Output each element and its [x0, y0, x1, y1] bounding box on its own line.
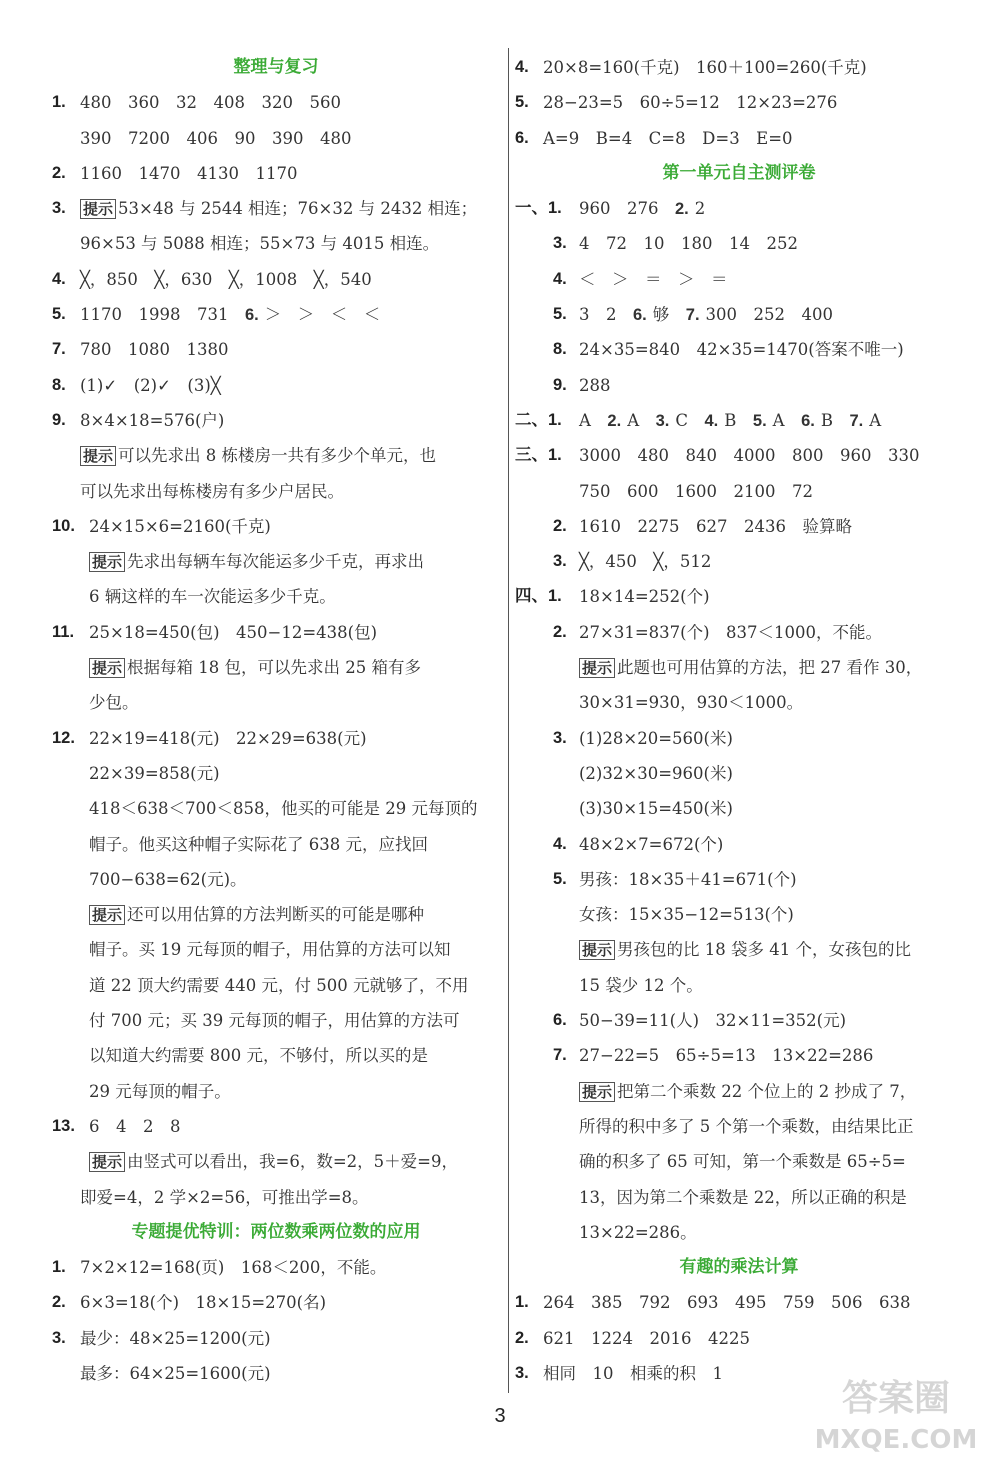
answer-line [52, 438, 500, 473]
answer-content: 可以先求出 8 栋楼房一共有多少个单元，也 [118, 446, 437, 466]
answer-line [515, 791, 963, 826]
answer-text [579, 226, 798, 261]
answer-content: 4 72 10 180 14 252 [579, 234, 798, 254]
answer-line [515, 862, 963, 897]
answer-content: 30×31=930，930＜1000。 [579, 693, 804, 713]
answer-content: 28−23=5 60÷5=12 12×23=276 [543, 93, 838, 113]
answer-content: 3 2 [579, 305, 633, 325]
answer-text [579, 615, 882, 650]
answer-content: 15 袋少 12 个。 [579, 975, 703, 995]
answer-content: 96×53 与 5088 相连；55×73 与 4015 相连。 [80, 234, 440, 254]
answer-text [543, 121, 793, 156]
answer-content: 960 276 [579, 199, 675, 219]
item-number: 5. [553, 869, 567, 888]
answer-text [579, 1003, 846, 1038]
answer-content: 27×31=837(个) 837＜1000，不能。 [579, 622, 882, 642]
answer-line [52, 1180, 500, 1215]
answer-line [52, 297, 500, 332]
item-number: 7. [849, 411, 864, 430]
answer-text [579, 968, 703, 1003]
answer-line [515, 1144, 963, 1179]
answer-text [579, 1144, 906, 1179]
answer-text [80, 121, 351, 156]
right-column [515, 50, 963, 1391]
watermark-title: 答案圈 [841, 1378, 951, 1419]
answer-content: 24×15×6=2160(千克) [89, 516, 271, 536]
answer-text [579, 1038, 873, 1073]
item-number: 3. [52, 1328, 66, 1347]
item-number: 1. [52, 1258, 66, 1277]
hint-label: 提示 [89, 552, 125, 572]
answer-text [89, 650, 421, 686]
item-number: 5. [52, 305, 66, 324]
answer-text [579, 297, 833, 333]
answer-content: 还可以用估算的方法判断买的可能是哪种 [127, 905, 425, 925]
answer-line [515, 1074, 963, 1109]
left-column [52, 50, 500, 1391]
answer-line [52, 615, 500, 650]
answer-text [89, 1109, 181, 1144]
item-number: 13. [52, 1116, 75, 1135]
item-number: 12. [52, 728, 75, 747]
answer-text [579, 791, 733, 826]
answer-text [89, 827, 428, 862]
answer-text [80, 262, 372, 297]
section-heading: 专题提优特训：两位数乘两位数的应用 [131, 1221, 421, 1242]
item-number: 9. [553, 375, 567, 394]
answer-content: 帽子。买 19 元每顶的帽子，用估算的方法可以知 [89, 940, 451, 960]
answer-text [543, 85, 837, 120]
answer-content: 道 22 顶大约需要 440 元，付 500 元就够了，不用 [89, 975, 469, 995]
answer-content: ╳，450 ╳，512 [579, 552, 712, 572]
answer-text [80, 1356, 271, 1391]
item-number: 6. [633, 306, 647, 325]
answer-content: 22×39=858(元) [89, 763, 220, 783]
item-number: 2. [675, 200, 689, 219]
answer-line [52, 1356, 500, 1391]
answer-line [52, 262, 500, 297]
answer-text [89, 897, 424, 933]
answer-content: 所得的积中多了 5 个第一个乘数，由结果比正 [579, 1116, 914, 1136]
answer-text [89, 1038, 428, 1073]
answer-line [52, 1285, 500, 1320]
answer-content: 13，因为第二个乘数是 22，所以正确的积是 [579, 1187, 907, 1207]
answer-content: (2)32×30=960(米) [579, 763, 733, 783]
answer-text [80, 297, 380, 333]
answer-text [579, 1180, 907, 1215]
item-number: 8. [52, 375, 66, 394]
answer-content: 帽子。他买这种帽子实际花了 638 元，应找回 [89, 834, 428, 854]
answer-line [515, 544, 963, 579]
answer-text [89, 544, 424, 580]
answer-line [52, 85, 500, 120]
answer-line [515, 756, 963, 791]
answer-text [579, 897, 794, 932]
answer-line [515, 438, 963, 473]
item-number: 二、1. [515, 410, 562, 429]
answer-line [515, 509, 963, 544]
hint-label: 提示 [89, 1152, 125, 1172]
item-number: 3. [655, 411, 670, 430]
hint-label: 提示 [579, 1082, 615, 1102]
item-number: 2. [52, 163, 66, 182]
answer-content: 24×35=840 42×35=1470(答案不唯一) [579, 340, 904, 360]
answer-content: (1)28×20=560(米) [579, 728, 733, 748]
item-number: 7. [52, 340, 66, 359]
answer-text [80, 403, 224, 438]
answer-content: 1170 1998 731 [80, 305, 245, 325]
answer-content: 48×2×7=672(个) [579, 834, 724, 854]
answer-content: 此题也可用估算的方法，把 27 看作 30， [617, 658, 923, 678]
answer-content: 780 1080 1380 [80, 340, 229, 360]
answer-text [80, 1250, 386, 1285]
answer-line [52, 121, 500, 156]
item-number: 3. [553, 552, 567, 571]
answer-line [52, 1003, 500, 1038]
answer-text [579, 1074, 916, 1110]
answer-text [579, 262, 728, 297]
answer-content: A [772, 410, 802, 430]
answer-content: 6 4 2 8 [89, 1116, 181, 1136]
answer-text [80, 438, 436, 474]
answer-content: (3)30×15=450(米) [579, 799, 733, 819]
answer-content: 7×2×12=168(页) 168＜200，不能。 [80, 1258, 387, 1278]
answer-line [515, 474, 963, 509]
answer-content: 20×8=160(千克) 160＋100=260(千克) [543, 58, 867, 77]
answer-text [579, 332, 904, 367]
answer-content: 6 辆这样的车一次能运多少千克。 [89, 587, 336, 607]
answer-line [515, 932, 963, 967]
answer-line [515, 50, 963, 85]
answer-content: 6×3=18(个) 18×15=270(名) [80, 1293, 327, 1313]
hint-label: 提示 [89, 658, 125, 678]
answer-content: 50−39=11(人) 32×11=352(元) [579, 1011, 847, 1031]
item-number: 5. [752, 411, 767, 430]
answer-line [52, 721, 500, 756]
item-number: 一、1. [515, 199, 562, 218]
answer-text [89, 579, 336, 614]
answer-line [52, 509, 500, 544]
item-number: 3. [553, 728, 567, 747]
answer-content: B [724, 410, 753, 430]
item-number: 6. [244, 306, 259, 325]
column-divider [508, 48, 509, 1393]
answer-text [579, 579, 710, 614]
answer-line [52, 1321, 500, 1356]
answer-content: 480 360 32 408 320 560 [80, 93, 341, 113]
item-number: 10. [52, 516, 75, 535]
answer-content: 最少：48×25=1200(元) [80, 1328, 271, 1348]
answer-text [89, 791, 477, 826]
answer-text [89, 1074, 231, 1109]
answer-content: 390 7200 406 90 390 480 [80, 128, 352, 148]
hint-label: 提示 [89, 905, 125, 925]
answer-content: 22×19=418(元) 22×29=638(元) [89, 728, 367, 748]
answer-line [52, 1144, 500, 1179]
answer-content: 把第二个乘数 22 个位上的 2 抄成了 7， [617, 1081, 917, 1101]
item-number: 6. [801, 411, 815, 430]
answer-content: 即爱=4，2 学×2=56，可推出学=8。 [80, 1187, 369, 1207]
item-number: 4. [704, 411, 719, 430]
answer-line [515, 650, 963, 685]
answer-content: 300 252 400 [705, 305, 834, 325]
answer-text [543, 1356, 723, 1391]
answer-line [515, 368, 963, 403]
answer-text [80, 474, 344, 509]
item-number: 5. [553, 305, 567, 324]
item-number: 3. [52, 199, 66, 218]
answer-content: A [869, 410, 882, 430]
answer-text [579, 721, 733, 756]
section-heading: 第一单元自主测评卷 [662, 162, 816, 183]
answer-content: 根据每箱 18 包，可以先求出 25 箱有多 [127, 658, 421, 678]
section-heading: 整理与复习 [233, 57, 319, 77]
answer-content: 相同 10 相乘的积 1 [543, 1363, 723, 1383]
answer-text [579, 862, 797, 897]
hint-label: 提示 [579, 658, 615, 678]
answer-line [52, 1038, 500, 1073]
answer-text [89, 756, 220, 791]
answer-text [89, 509, 271, 544]
answer-text [579, 509, 852, 544]
answer-text [89, 1003, 459, 1038]
answer-content: 1160 1470 4130 1170 [80, 163, 298, 183]
answer-content: 750 600 1600 2100 72 [579, 481, 813, 501]
answer-content: (1)✓ (2)✓ (3)╳ [80, 375, 221, 395]
answer-content: A=9 B=4 C=8 D=3 E=0 [543, 128, 793, 148]
answer-text [543, 50, 867, 85]
answer-text [89, 968, 468, 1003]
answer-content: 2 [694, 199, 706, 219]
answer-line [52, 226, 500, 261]
answer-text [80, 85, 341, 120]
item-number: 4. [52, 269, 66, 288]
item-number: 4. [515, 58, 529, 76]
item-number: 三、1. [515, 446, 562, 465]
answer-content: 27−22=5 65÷5=13 13×22=286 [579, 1046, 874, 1066]
answer-line [515, 827, 963, 862]
answer-text [80, 1180, 369, 1215]
item-number: 5. [515, 93, 529, 112]
hint-label: 提示 [80, 446, 116, 466]
answer-line [515, 1285, 963, 1320]
answer-line [515, 968, 963, 1003]
answer-line [52, 579, 500, 614]
item-number: 2. [553, 622, 567, 641]
answer-text [80, 191, 477, 227]
watermark-url: MXQE.COM [814, 1425, 978, 1455]
answer-content: B [820, 410, 850, 430]
answer-line [515, 226, 963, 261]
answer-content: 264 385 792 693 495 759 506 638 [543, 1293, 911, 1313]
answer-content: 288 [579, 375, 611, 395]
answer-content: 可以先求出每栋楼房有多少户居民。 [80, 481, 344, 501]
answer-line [515, 685, 963, 720]
answer-line [52, 544, 500, 579]
answer-text [80, 156, 297, 191]
watermark-logo [806, 1370, 986, 1456]
item-number: 9. [52, 410, 66, 429]
answer-line [52, 862, 500, 897]
item-number: 7. [685, 306, 700, 325]
answer-line [52, 191, 500, 226]
answer-content: 由竖式可以看出，我=6，数=2，5＋爱=9， [127, 1152, 458, 1172]
answer-line [52, 1250, 500, 1285]
answer-text [80, 226, 439, 261]
item-number: 2. [553, 516, 567, 535]
answer-line [515, 85, 963, 120]
answer-content: 1610 2275 627 2436 验算略 [579, 516, 852, 536]
item-number: 8. [553, 340, 567, 359]
item-number: 7. [553, 1046, 567, 1065]
item-number: 2. [607, 411, 622, 430]
answer-text [579, 932, 911, 968]
answer-line [52, 932, 500, 967]
answer-text [579, 1215, 697, 1250]
answer-content: 3000 480 840 4000 800 960 330 [579, 446, 920, 466]
answer-line [52, 756, 500, 791]
answer-text [579, 368, 611, 403]
item-number: 2. [515, 1328, 529, 1347]
answer-content: ╳，850 ╳，630 ╳，1008 ╳，540 [80, 269, 372, 289]
answer-content: 以知道大约需要 800 元，不够付，所以买的是 [89, 1046, 428, 1066]
answer-line [52, 474, 500, 509]
item-number: 4. [553, 834, 567, 853]
answer-text [80, 332, 228, 367]
answer-text [89, 685, 139, 720]
item-number: 6. [515, 128, 529, 147]
answer-line [52, 897, 500, 932]
item-number: 3. [515, 1363, 529, 1382]
answer-text [80, 1321, 271, 1356]
item-number: 2. [52, 1293, 66, 1312]
answer-text [579, 403, 881, 439]
answer-content: A [579, 410, 608, 430]
answer-line [515, 1215, 963, 1250]
answer-line [515, 403, 963, 438]
item-number: 3. [553, 234, 567, 253]
answer-line [515, 262, 963, 297]
answer-text [579, 544, 711, 579]
answer-content: ＞ ＞ ＜ ＜ [264, 305, 381, 325]
item-number: 4. [553, 269, 567, 288]
page-number: 3 [494, 1405, 506, 1427]
hint-label: 提示 [579, 940, 615, 960]
answer-content: 确的积多了 65 可知，第一个乘数是 65÷5= [579, 1152, 906, 1172]
answer-line [52, 827, 500, 862]
answer-line [52, 1074, 500, 1109]
answer-line [52, 650, 500, 685]
answer-line [52, 1109, 500, 1144]
answer-content: 700−638=62(元)。 [89, 869, 247, 889]
answer-content: 25×18=450(包) 450−12=438(包) [89, 622, 378, 642]
answer-line [515, 297, 963, 332]
answer-text [543, 1285, 910, 1320]
item-number: 6. [553, 1011, 567, 1030]
answer-text [579, 474, 813, 509]
answer-text [579, 756, 733, 791]
item-number: 1. [515, 1293, 529, 1312]
answer-line [52, 685, 500, 720]
answer-content: ＜ ＞ ＝ ＞ ＝ [579, 269, 728, 289]
answer-line [52, 403, 500, 438]
answer-content: 13×22=286。 [579, 1222, 697, 1242]
answer-content: 18×14=252(个) [579, 587, 710, 607]
answer-content: 53×48 与 2544 相连；76×32 与 2432 相连； [118, 199, 478, 219]
answer-content: 够 [652, 305, 686, 325]
answer-content: 男孩：18×35＋41=671(个) [579, 869, 797, 889]
answer-line [515, 1003, 963, 1038]
section-heading: 有趣的乘法计算 [679, 1257, 799, 1278]
answer-text [89, 932, 451, 967]
answer-content: 先求出每辆车每次能运多少千克，再求出 [127, 552, 425, 572]
answer-content: 621 1224 2016 4225 [543, 1328, 750, 1348]
answer-line [515, 615, 963, 650]
answer-line [52, 332, 500, 367]
answer-line [515, 332, 963, 367]
answer-content: 418＜638＜700＜858，他买的可能是 29 元每顶的 [89, 799, 478, 819]
answer-content: 29 元每顶的帽子。 [89, 1081, 231, 1101]
answer-text [579, 191, 705, 227]
answer-line [515, 1038, 963, 1073]
answer-line [515, 1180, 963, 1215]
item-number: 1. [52, 93, 66, 112]
answer-line [515, 721, 963, 756]
answer-text [579, 650, 922, 686]
answer-content: A [627, 410, 656, 430]
answer-text [579, 685, 803, 720]
answer-content: C [675, 410, 705, 430]
answer-line [52, 156, 500, 191]
answer-text [579, 1109, 914, 1144]
answer-text [579, 827, 723, 862]
answer-line [52, 968, 500, 1003]
answer-text [543, 1321, 750, 1356]
answer-content: 少包。 [89, 693, 139, 713]
answer-line [515, 121, 963, 156]
answer-content: 最多：64×25=1600(元) [80, 1363, 271, 1383]
answer-text [80, 368, 221, 403]
answer-content: 女孩：15×35−12=513(个) [579, 905, 794, 925]
item-number: 11. [52, 622, 75, 641]
answer-line [515, 1321, 963, 1356]
item-number: 四、1. [515, 587, 562, 606]
answer-content: 8×4×18=576(户) [80, 410, 225, 430]
answer-text [89, 1144, 458, 1180]
answer-line [515, 579, 963, 614]
answer-text [80, 1285, 326, 1320]
answer-line [515, 191, 963, 226]
answer-text [579, 438, 919, 473]
answer-content: 男孩包的比 18 袋多 41 个，女孩包的比 [617, 940, 911, 960]
answer-line [515, 897, 963, 932]
answer-text [89, 721, 367, 756]
answer-line [52, 791, 500, 826]
answer-line [52, 368, 500, 403]
answer-text [89, 615, 377, 650]
answer-text [89, 862, 247, 897]
answer-content: 付 700 元；买 39 元每顶的帽子，用估算的方法可 [89, 1011, 460, 1031]
answer-line [515, 1109, 963, 1144]
hint-label: 提示 [80, 199, 116, 219]
